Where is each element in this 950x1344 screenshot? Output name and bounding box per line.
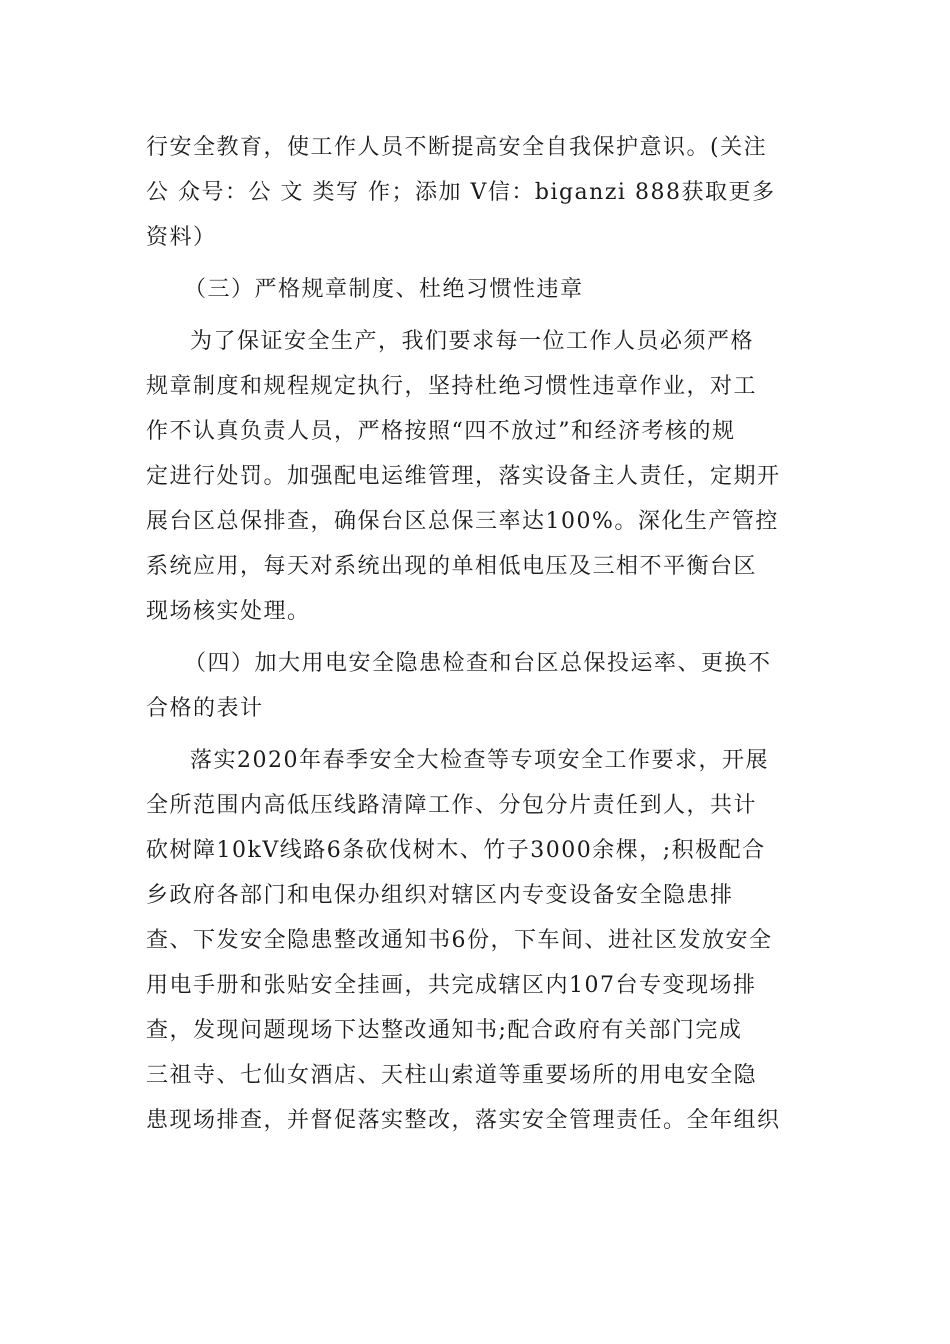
text-line: 查，发现问题现场下达整改通知书;配合政府有关部门完成 — [146, 1018, 743, 1043]
paragraph-inspection — [146, 738, 806, 1143]
text-line: 查、下发安全隐患整改通知书6份，下车间、进社区发放安全 — [146, 928, 773, 953]
text-line: 现场核实处理。 — [146, 599, 311, 624]
text-line: 乡政府各部门和电保办组织对辖区内专变设备安全隐患排 — [146, 883, 734, 908]
section-heading-3: （三）严格规章制度、杜绝习惯性违章 — [184, 277, 584, 302]
text-line: （四）加大用电安全隐患检查和台区总保投运率、更换不 — [184, 651, 772, 676]
text-line: 公 众号：公 文 类写 作；添加 V信：biganzi 888获取更多 — [146, 180, 776, 205]
section-heading-4 — [146, 641, 806, 731]
text-line: 落实2020年春季安全大检查等专项安全工作要求，开展 — [190, 748, 769, 773]
text-line: 砍树障10kV线路6条砍伐树木、竹子3000余棵，;积极配合 — [146, 838, 766, 863]
text-line: 合格的表计 — [146, 696, 264, 721]
text-line: 作不认真负责人员，严格按照“四不放过”和经济考核的规 — [146, 419, 736, 444]
text-line: 三祖寺、七仙女酒店、天柱山索道等重要场所的用电安全隐 — [146, 1063, 758, 1088]
text-line: 资料） — [146, 225, 217, 250]
text-line: 患现场排查，并督促落实整改，落实安全管理责任。全年组织 — [146, 1108, 781, 1133]
paragraph-rules — [146, 319, 806, 634]
text-line: 全所范围内高低压线路清障工作、分包分片责任到人，共计 — [146, 793, 758, 818]
text-line: 定进行处罚。加强配电运维管理，落实设备主人责任，定期开 — [146, 464, 781, 489]
document-page — [146, 125, 806, 1143]
text-line: 为了保证安全生产，我们要求每一位工作人员必须严格 — [190, 329, 755, 354]
paragraph-safety-education — [146, 125, 806, 260]
text-line: 系统应用，每天对系统出现的单相低电压及三相不平衡台区 — [146, 554, 758, 579]
text-line: 行安全教育，使工作人员不断提高安全自我保护意识。(关注 — [146, 135, 768, 160]
text-line: 展台区总保排查，确保台区总保三率达100%。深化生产管控 — [146, 509, 779, 534]
text-line: 用电手册和张贴安全挂画，共完成辖区内107台专变现场排 — [146, 973, 757, 998]
text-line: 规章制度和规程规定执行，坚持杜绝习惯性违章作业，对工 — [146, 374, 758, 399]
